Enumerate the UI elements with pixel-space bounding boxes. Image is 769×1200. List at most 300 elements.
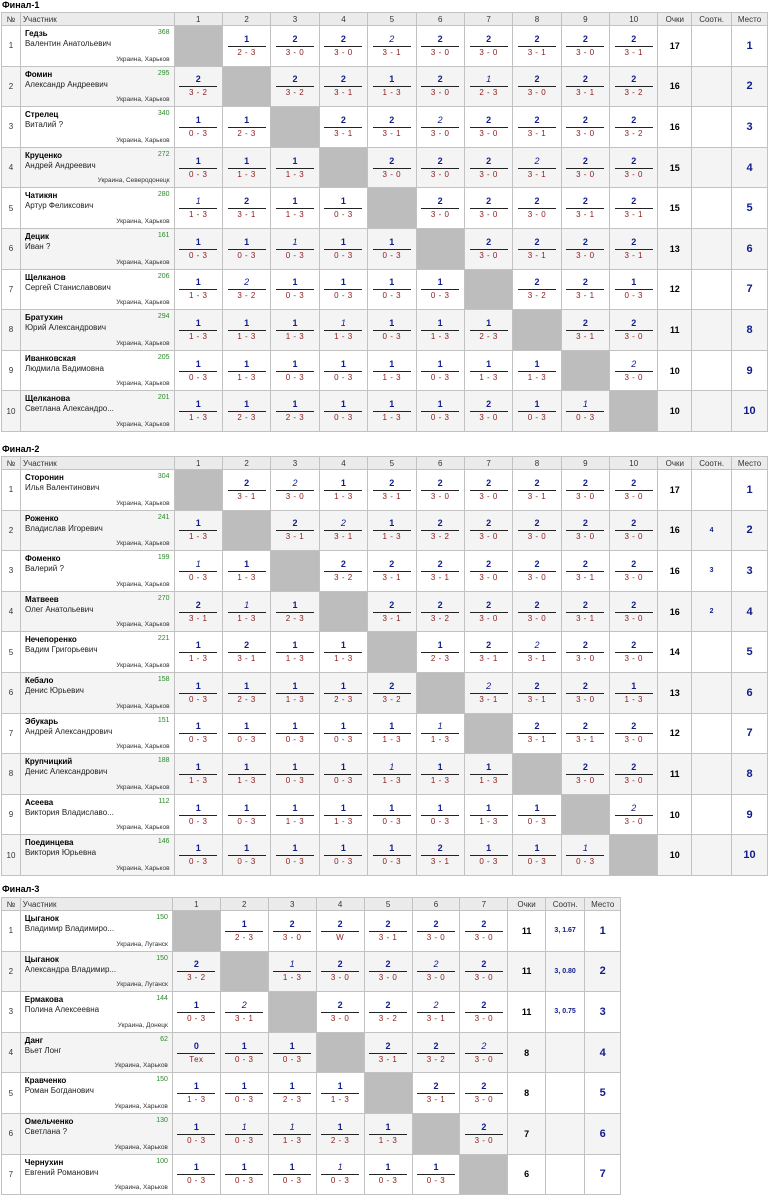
match-result-cell[interactable] — [513, 269, 561, 310]
match-result[interactable] — [179, 681, 217, 705]
match-result[interactable] — [421, 359, 459, 383]
player-cell[interactable] — [20, 911, 172, 952]
match-result-cell[interactable] — [268, 951, 316, 992]
match-result-cell[interactable] — [416, 632, 464, 673]
match-result[interactable] — [518, 721, 556, 745]
match-result[interactable] — [518, 156, 556, 180]
match-result-cell[interactable] — [268, 1113, 316, 1154]
match-result-cell[interactable] — [271, 754, 319, 795]
match-result-cell[interactable] — [368, 794, 416, 835]
match-result-cell[interactable] — [316, 992, 364, 1033]
match-result-cell[interactable] — [271, 310, 319, 351]
match-result-cell[interactable] — [368, 107, 416, 148]
match-result-cell[interactable] — [319, 713, 367, 754]
match-result[interactable] — [373, 399, 411, 423]
match-result-cell[interactable] — [271, 228, 319, 269]
match-result-cell[interactable] — [561, 551, 609, 592]
player-cell[interactable] — [20, 672, 174, 713]
match-result[interactable] — [228, 318, 266, 342]
match-result-cell[interactable] — [268, 1032, 316, 1073]
match-result[interactable] — [470, 478, 508, 502]
match-result[interactable] — [421, 640, 459, 664]
match-result-cell[interactable] — [268, 1073, 316, 1114]
match-result-cell[interactable] — [174, 269, 222, 310]
match-result-cell[interactable] — [416, 510, 464, 551]
match-result-cell[interactable] — [364, 992, 412, 1033]
match-result-cell[interactable] — [460, 1032, 508, 1073]
match-result-cell[interactable] — [416, 107, 464, 148]
match-result[interactable] — [373, 318, 411, 342]
match-result-cell[interactable] — [271, 350, 319, 391]
match-result[interactable] — [421, 600, 459, 624]
match-result[interactable] — [276, 277, 314, 301]
match-result-cell[interactable] — [610, 66, 658, 107]
match-result-cell[interactable] — [368, 835, 416, 876]
match-result-cell[interactable] — [464, 794, 512, 835]
match-result[interactable] — [421, 399, 459, 423]
match-result[interactable] — [518, 115, 556, 139]
match-result-cell[interactable] — [416, 794, 464, 835]
player-surname[interactable]: Нечепоренко — [24, 635, 77, 645]
match-result[interactable] — [321, 1081, 359, 1105]
match-result[interactable] — [179, 277, 217, 301]
match-result-cell[interactable] — [222, 632, 270, 673]
match-result-cell[interactable] — [513, 510, 561, 551]
match-result[interactable] — [421, 721, 459, 745]
match-result[interactable] — [321, 919, 359, 943]
match-result-cell[interactable] — [610, 269, 658, 310]
match-result-cell[interactable] — [271, 794, 319, 835]
match-result-cell[interactable] — [222, 672, 270, 713]
match-result[interactable] — [566, 721, 604, 745]
match-result-cell[interactable] — [319, 310, 367, 351]
player-cell[interactable] — [20, 951, 172, 992]
match-result[interactable] — [276, 196, 314, 220]
match-result[interactable] — [369, 1041, 407, 1065]
match-result[interactable] — [470, 196, 508, 220]
match-result-cell[interactable] — [561, 632, 609, 673]
match-result[interactable] — [225, 1122, 263, 1146]
match-result[interactable] — [465, 1000, 503, 1024]
match-result[interactable] — [324, 359, 362, 383]
match-result-cell[interactable] — [222, 754, 270, 795]
match-result[interactable] — [324, 115, 362, 139]
match-result[interactable] — [276, 518, 314, 542]
match-result[interactable] — [225, 1000, 263, 1024]
match-result[interactable] — [566, 115, 604, 139]
match-result-cell[interactable] — [412, 992, 460, 1033]
match-result[interactable] — [179, 843, 217, 867]
player-surname[interactable]: Щелканов — [24, 272, 66, 282]
player-cell[interactable] — [20, 107, 174, 148]
match-result[interactable] — [179, 74, 217, 98]
match-result[interactable] — [615, 156, 653, 180]
player-surname[interactable]: Децик — [24, 231, 50, 241]
match-result-cell[interactable] — [610, 310, 658, 351]
match-result[interactable] — [566, 34, 604, 58]
player-surname[interactable]: Чатикян — [24, 191, 58, 201]
match-result[interactable] — [373, 803, 411, 827]
match-result-cell[interactable] — [460, 1113, 508, 1154]
match-result-cell[interactable] — [561, 672, 609, 713]
match-result[interactable] — [369, 1000, 407, 1024]
match-result[interactable] — [369, 919, 407, 943]
match-result[interactable] — [470, 843, 508, 867]
player-cell[interactable] — [20, 26, 174, 67]
match-result-cell[interactable] — [513, 350, 561, 391]
match-result-cell[interactable] — [610, 794, 658, 835]
match-result[interactable] — [518, 34, 556, 58]
match-result[interactable] — [421, 843, 459, 867]
match-result[interactable] — [324, 237, 362, 261]
match-result[interactable] — [276, 600, 314, 624]
match-result[interactable] — [373, 34, 411, 58]
match-result[interactable] — [273, 1041, 311, 1065]
match-result-cell[interactable] — [513, 188, 561, 229]
match-result[interactable] — [470, 681, 508, 705]
match-result-cell[interactable] — [416, 754, 464, 795]
player-surname[interactable]: Сторонин — [24, 473, 64, 482]
match-result-cell[interactable] — [368, 269, 416, 310]
match-result[interactable] — [421, 559, 459, 583]
match-result-cell[interactable] — [271, 188, 319, 229]
match-result-cell[interactable] — [464, 350, 512, 391]
match-result-cell[interactable] — [316, 1154, 364, 1195]
match-result[interactable] — [373, 115, 411, 139]
match-result-cell[interactable] — [222, 794, 270, 835]
match-result[interactable] — [518, 843, 556, 867]
player-surname[interactable]: Братухин — [24, 313, 63, 323]
match-result-cell[interactable] — [319, 835, 367, 876]
match-result[interactable] — [615, 721, 653, 745]
match-result[interactable] — [421, 34, 459, 58]
match-result[interactable] — [228, 196, 266, 220]
match-result-cell[interactable] — [271, 672, 319, 713]
match-result[interactable] — [566, 399, 604, 423]
match-result[interactable] — [470, 600, 508, 624]
match-result-cell[interactable] — [319, 269, 367, 310]
match-result-cell[interactable] — [416, 391, 464, 432]
match-result[interactable] — [276, 399, 314, 423]
match-result[interactable] — [518, 803, 556, 827]
match-result-cell[interactable] — [513, 228, 561, 269]
match-result-cell[interactable] — [316, 911, 364, 952]
match-result[interactable] — [179, 237, 217, 261]
match-result[interactable] — [566, 559, 604, 583]
match-result[interactable] — [324, 681, 362, 705]
match-result[interactable] — [421, 762, 459, 786]
match-result[interactable] — [373, 156, 411, 180]
match-result-cell[interactable] — [412, 1073, 460, 1114]
match-result-cell[interactable] — [271, 591, 319, 632]
match-result-cell[interactable] — [368, 391, 416, 432]
match-result-cell[interactable] — [220, 992, 268, 1033]
match-result-cell[interactable] — [561, 66, 609, 107]
match-result-cell[interactable] — [174, 391, 222, 432]
match-result[interactable] — [276, 681, 314, 705]
match-result[interactable] — [566, 518, 604, 542]
match-result[interactable] — [228, 156, 266, 180]
match-result[interactable] — [615, 478, 653, 502]
match-result-cell[interactable] — [610, 713, 658, 754]
match-result-cell[interactable] — [319, 551, 367, 592]
match-result-cell[interactable] — [464, 26, 512, 67]
match-result-cell[interactable] — [271, 269, 319, 310]
match-result[interactable] — [177, 1000, 215, 1024]
match-result-cell[interactable] — [220, 911, 268, 952]
match-result[interactable] — [228, 559, 266, 583]
match-result-cell[interactable] — [368, 228, 416, 269]
match-result-cell[interactable] — [172, 1113, 220, 1154]
match-result-cell[interactable] — [610, 228, 658, 269]
match-result[interactable] — [470, 559, 508, 583]
match-result-cell[interactable] — [319, 26, 367, 67]
match-result[interactable] — [273, 959, 311, 983]
player-surname[interactable]: Иванковская — [24, 353, 76, 363]
match-result[interactable] — [470, 74, 508, 98]
match-result[interactable] — [518, 399, 556, 423]
match-result-cell[interactable] — [464, 188, 512, 229]
player-cell[interactable] — [20, 992, 172, 1033]
match-result[interactable] — [465, 919, 503, 943]
match-result[interactable] — [470, 803, 508, 827]
match-result[interactable] — [228, 843, 266, 867]
match-result[interactable] — [276, 640, 314, 664]
match-result-cell[interactable] — [416, 66, 464, 107]
match-result[interactable] — [228, 600, 266, 624]
match-result-cell[interactable] — [268, 1154, 316, 1195]
match-result-cell[interactable] — [174, 188, 222, 229]
match-result[interactable] — [228, 681, 266, 705]
player-cell[interactable] — [20, 551, 174, 592]
match-result[interactable] — [566, 640, 604, 664]
match-result[interactable] — [276, 803, 314, 827]
match-result-cell[interactable] — [561, 754, 609, 795]
match-result[interactable] — [228, 721, 266, 745]
match-result-cell[interactable] — [513, 107, 561, 148]
player-cell[interactable] — [20, 835, 174, 876]
match-result-cell[interactable] — [513, 835, 561, 876]
match-result-cell[interactable] — [220, 1073, 268, 1114]
player-cell[interactable] — [20, 510, 174, 551]
match-result[interactable] — [373, 843, 411, 867]
player-surname[interactable]: Омельченко — [24, 1116, 74, 1126]
match-result[interactable] — [273, 919, 311, 943]
player-surname[interactable]: Поединцева — [24, 838, 74, 848]
match-result[interactable] — [276, 478, 314, 502]
match-result[interactable] — [465, 1122, 503, 1146]
player-cell[interactable] — [20, 754, 174, 795]
match-result-cell[interactable] — [364, 1154, 412, 1195]
match-result[interactable] — [518, 518, 556, 542]
match-result[interactable] — [470, 237, 508, 261]
match-result[interactable] — [566, 74, 604, 98]
match-result-cell[interactable] — [513, 713, 561, 754]
match-result[interactable] — [228, 803, 266, 827]
player-cell[interactable] — [20, 66, 174, 107]
match-result-cell[interactable] — [464, 510, 512, 551]
match-result-cell[interactable] — [460, 992, 508, 1033]
match-result[interactable] — [421, 277, 459, 301]
match-result-cell[interactable] — [368, 672, 416, 713]
match-result-cell[interactable] — [561, 147, 609, 188]
match-result[interactable] — [470, 762, 508, 786]
match-result-cell[interactable] — [610, 510, 658, 551]
match-result-cell[interactable] — [513, 391, 561, 432]
match-result[interactable] — [421, 518, 459, 542]
match-result[interactable] — [373, 359, 411, 383]
match-result-cell[interactable] — [172, 1154, 220, 1195]
match-result-cell[interactable] — [416, 470, 464, 511]
match-result-cell[interactable] — [319, 672, 367, 713]
match-result-cell[interactable] — [271, 632, 319, 673]
match-result-cell[interactable] — [271, 26, 319, 67]
match-result[interactable] — [421, 803, 459, 827]
match-result-cell[interactable] — [416, 350, 464, 391]
match-result[interactable] — [324, 34, 362, 58]
match-result[interactable] — [421, 156, 459, 180]
player-cell[interactable] — [20, 228, 174, 269]
match-result-cell[interactable] — [319, 350, 367, 391]
match-result-cell[interactable] — [416, 713, 464, 754]
match-result[interactable] — [373, 277, 411, 301]
match-result-cell[interactable] — [368, 551, 416, 592]
match-result-cell[interactable] — [368, 713, 416, 754]
player-cell[interactable] — [20, 310, 174, 351]
match-result[interactable] — [324, 478, 362, 502]
match-result[interactable] — [324, 640, 362, 664]
match-result-cell[interactable] — [174, 510, 222, 551]
match-result-cell[interactable] — [368, 510, 416, 551]
player-cell[interactable] — [20, 1032, 172, 1073]
match-result[interactable] — [225, 1162, 263, 1186]
match-result-cell[interactable] — [610, 188, 658, 229]
match-result-cell[interactable] — [222, 591, 270, 632]
match-result[interactable] — [369, 959, 407, 983]
match-result[interactable] — [421, 318, 459, 342]
match-result-cell[interactable] — [174, 794, 222, 835]
match-result[interactable] — [324, 843, 362, 867]
match-result-cell[interactable] — [319, 188, 367, 229]
match-result[interactable] — [470, 115, 508, 139]
player-cell[interactable] — [20, 1073, 172, 1114]
match-result[interactable] — [179, 640, 217, 664]
match-result[interactable] — [324, 803, 362, 827]
match-result-cell[interactable] — [561, 26, 609, 67]
match-result-cell[interactable] — [319, 107, 367, 148]
match-result[interactable] — [179, 600, 217, 624]
match-result-cell[interactable] — [610, 26, 658, 67]
match-result[interactable] — [324, 721, 362, 745]
match-result[interactable] — [518, 478, 556, 502]
player-cell[interactable] — [20, 713, 174, 754]
match-result-cell[interactable] — [271, 835, 319, 876]
match-result-cell[interactable] — [416, 551, 464, 592]
match-result[interactable] — [465, 1081, 503, 1105]
match-result-cell[interactable] — [222, 188, 270, 229]
match-result-cell[interactable] — [561, 228, 609, 269]
match-result[interactable] — [276, 843, 314, 867]
match-result[interactable] — [179, 196, 217, 220]
match-result-cell[interactable] — [610, 754, 658, 795]
match-result-cell[interactable] — [316, 951, 364, 992]
match-result[interactable] — [518, 681, 556, 705]
match-result-cell[interactable] — [172, 992, 220, 1033]
match-result[interactable] — [276, 318, 314, 342]
player-surname[interactable]: Крупчицкий — [24, 757, 73, 767]
player-cell[interactable] — [20, 391, 174, 432]
match-result-cell[interactable] — [271, 147, 319, 188]
match-result[interactable] — [324, 762, 362, 786]
match-result-cell[interactable] — [464, 754, 512, 795]
match-result-cell[interactable] — [561, 391, 609, 432]
match-result[interactable] — [179, 803, 217, 827]
match-result[interactable] — [417, 1000, 455, 1024]
match-result[interactable] — [276, 762, 314, 786]
match-result-cell[interactable] — [412, 1154, 460, 1195]
match-result-cell[interactable] — [610, 350, 658, 391]
match-result[interactable] — [421, 74, 459, 98]
player-surname[interactable]: Ермакова — [24, 995, 64, 1005]
match-result[interactable] — [615, 74, 653, 98]
match-result-cell[interactable] — [319, 391, 367, 432]
match-result-cell[interactable] — [174, 107, 222, 148]
match-result[interactable] — [228, 478, 266, 502]
match-result-cell[interactable] — [561, 510, 609, 551]
match-result[interactable] — [615, 762, 653, 786]
match-result-cell[interactable] — [368, 310, 416, 351]
player-cell[interactable] — [20, 147, 174, 188]
player-surname[interactable]: Фомин — [24, 69, 53, 79]
match-result-cell[interactable] — [174, 591, 222, 632]
match-result[interactable] — [177, 1162, 215, 1186]
match-result-cell[interactable] — [222, 228, 270, 269]
match-result-cell[interactable] — [513, 591, 561, 632]
match-result[interactable] — [615, 359, 653, 383]
match-result-cell[interactable] — [316, 1113, 364, 1154]
match-result[interactable] — [228, 115, 266, 139]
match-result[interactable] — [228, 359, 266, 383]
match-result-cell[interactable] — [319, 794, 367, 835]
match-result-cell[interactable] — [464, 672, 512, 713]
match-result-cell[interactable] — [364, 1113, 412, 1154]
match-result[interactable] — [465, 959, 503, 983]
match-result[interactable] — [566, 277, 604, 301]
match-result-cell[interactable] — [319, 754, 367, 795]
player-surname[interactable]: Гедзь — [24, 29, 48, 38]
match-result-cell[interactable] — [172, 951, 220, 992]
match-result[interactable] — [566, 762, 604, 786]
player-surname[interactable]: Кравченко — [24, 1076, 67, 1086]
match-result[interactable] — [179, 359, 217, 383]
match-result[interactable] — [566, 478, 604, 502]
match-result-cell[interactable] — [222, 551, 270, 592]
match-result-cell[interactable] — [513, 672, 561, 713]
match-result[interactable] — [470, 156, 508, 180]
match-result-cell[interactable] — [464, 470, 512, 511]
match-result[interactable] — [179, 115, 217, 139]
match-result-cell[interactable] — [174, 551, 222, 592]
player-surname[interactable]: Цыганок — [24, 954, 59, 964]
match-result[interactable] — [324, 518, 362, 542]
player-surname[interactable]: Стрелец — [24, 110, 59, 120]
match-result-cell[interactable] — [271, 391, 319, 432]
match-result[interactable] — [177, 959, 215, 983]
match-result-cell[interactable] — [464, 551, 512, 592]
match-result-cell[interactable] — [368, 26, 416, 67]
match-result-cell[interactable] — [561, 188, 609, 229]
match-result-cell[interactable] — [610, 632, 658, 673]
